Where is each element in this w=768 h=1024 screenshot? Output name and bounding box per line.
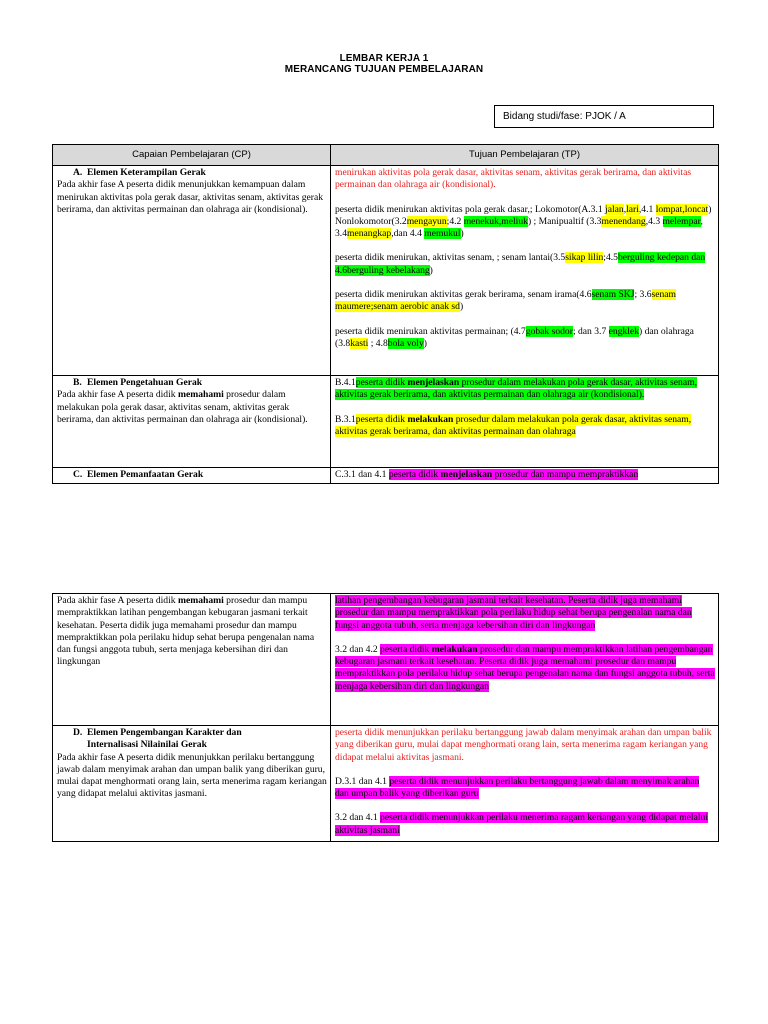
tp-cell (331, 594, 719, 726)
tp-column-header: Tujuan Pembelajaran (TP) (331, 145, 719, 166)
tp-lokomotor: peserta didik menirukan aktivitas pola gerak dasar,; Lokomotor(A.3.1 jalan,lari,4.1 lompat,loncat) Nonlokomotor(3.2mengayun;4.2 menekuk,meliuk) ; Manipualtif (3.3menendang,4.3 melempar, 3.4menangkap,dan 4.4 memukul) (335, 203, 712, 240)
table-row (53, 594, 719, 726)
worksheet-subtitle: MERANCANG TUJUAN PEMBELAJARAN (284, 64, 484, 75)
cp-cell (53, 726, 331, 842)
table-row (53, 468, 719, 484)
element-heading: B. Elemen Pengetahuan Gerak (73, 377, 203, 388)
tp-d31: D.3.1 dan 4.1 peserta didik menunjukkan perilaku bertanggung jawab dalam menyimak arahan dan umpan balik yang diberikan guru (335, 775, 700, 800)
tp-c32: 3.2 dan 4.2 peserta didik melakukan prosedur dan mampu mempraktikkan latihan pengembangan kebugaran jasmani terkait kesehatan. Peserta didik juga memahami prosedur dan mampu mempraktikkan pola perilaku hidup sehat berupa pengenalan nama dan fungsi anggota tubuh, serta menjaga kebersihan diri dan lingkungan (335, 643, 715, 692)
tp-summary: peserta didik menunjukkan perilaku bertanggung jawab dalam menyimak arahan dan umpan balik yang diberikan guru, mulai dapat menghormati orang lain, serta menerima ragam keriangan yang didapat melalui aktivitas jasmani. (335, 727, 712, 763)
cp-cell (53, 468, 331, 484)
cp-text: Pada akhir fase A peserta didik menunjukkan kemampuan dalam menirukan aktivitas pola gerak dasar, aktivitas senam, aktivitas gerak berirama, dan aktivitas permainan dan olahraga air (kondisional). (57, 179, 324, 215)
tp-c-cont: latihan pengembangan kebugaran jasmani terkait kesehatan. Peserta didik juga memahami prosedur dan mampu mempraktikkan pola perilaku hidup sehat berupa pengenalan nama dan fungsi anggota tubuh, serta menjaga kebersihan diri dan lingkungan (335, 595, 692, 631)
table-row (53, 166, 719, 376)
tp-cell (331, 726, 719, 842)
tp-d32: 3.2 dan 4.1 peserta didik menunjukkan perilaku menerima ragam keriangan yang didapat melalui aktivitas jasmani (335, 812, 708, 836)
tp-senam: peserta didik menirukan, aktivitas senam, ; senam lantai(3.5sikap lilin;4.5berguling kedepan dan 4.6berguling kebelakang) (335, 252, 706, 276)
table-row (53, 726, 719, 842)
element-heading: A. Elemen Keterampilan Gerak (73, 167, 206, 178)
cp-text: Pada akhir fase A peserta didik menunjukkan perilaku bertanggung jawab dalam menyimak arahan dan umpan balik yang diberikan guru, mulai dapat menghormati orang lain, serta menerima ragam keriangan yang didapat melalui aktivitas jasmani. (57, 751, 327, 800)
worksheet-title: LEMBAR KERJA 1 (339, 53, 429, 64)
tp-b31: B.3.1peserta didik melakukan prosedur dalam melakukan pola gerak dasar, aktivitas senam, aktivitas gerak berirama, dan aktivitas permainan dan olahraga (335, 413, 692, 437)
tp-cell (331, 468, 719, 484)
tp-cell (331, 166, 719, 376)
tp-b41: B.4.1peserta didik menjelaskan prosedur dalam melakukan pola gerak dasar, aktivitas senam, aktivitas gerak berirama, dan aktivitas permainan dan olahraga air (kondisional). (335, 377, 697, 401)
tp-cell (331, 376, 719, 468)
element-heading: C. Elemen Pemanfaatan Gerak (73, 469, 204, 480)
element-heading: D. Elemen Pengembangan Karakter dan Internalisasi Nilainilai Gerak (73, 727, 242, 751)
cp-cell (53, 376, 331, 468)
cp-cell (53, 166, 331, 376)
cp-text: Pada akhir fase A peserta didik memahami prosedur dalam melakukan pola gerak dasar, aktivitas senam, aktivitas gerak berirama, dan aktivitas permainan dan olahraga air (kondisional). (57, 389, 308, 425)
cp-column-header: Capaian Pembelajaran (CP) (53, 145, 331, 166)
tp-summary: menirukan aktivitas pola gerak dasar, aktivitas senam, aktivitas gerak berirama, dan aktivitas permainan dan olahraga air (kondisional). (335, 167, 692, 191)
learning-goals-table (52, 144, 719, 484)
tp-c31: C.3.1 dan 4.1 peserta didik menjelaskan prosedur dan mampu mempraktikkan (335, 469, 639, 480)
cp-text: Pada akhir fase A peserta didik memahami prosedur dan mampu mempraktikkan latihan pengembangan kebugaran jasmani terkait kesehatan. Peserta didik juga memahami prosedur dan mampu mempraktikkan pola perilaku hidup sehat berupa pengenalan nama dan fungsi anggota tubuh, serta menjaga kebersihan diri dan lingkungan (57, 595, 315, 668)
subject-phase-box: Bidang studi/fase: PJOK / A (494, 105, 714, 128)
cp-cell (53, 594, 331, 726)
table-row (53, 376, 719, 468)
tp-permainan: peserta didik menirukan aktivitas permainan; (4.7gobak sodor; dan 3.7 engklek) dan olahraga (3.8kasti ; 4.8bola voly) (335, 325, 694, 349)
learning-goals-table-continued (52, 593, 719, 842)
tp-berirama: peserta didik menirukan aktivitas gerak berirama, senam irama(4.6senam SKJ; 3.6senam maumere;senam aerobic anak sd) (335, 289, 677, 313)
